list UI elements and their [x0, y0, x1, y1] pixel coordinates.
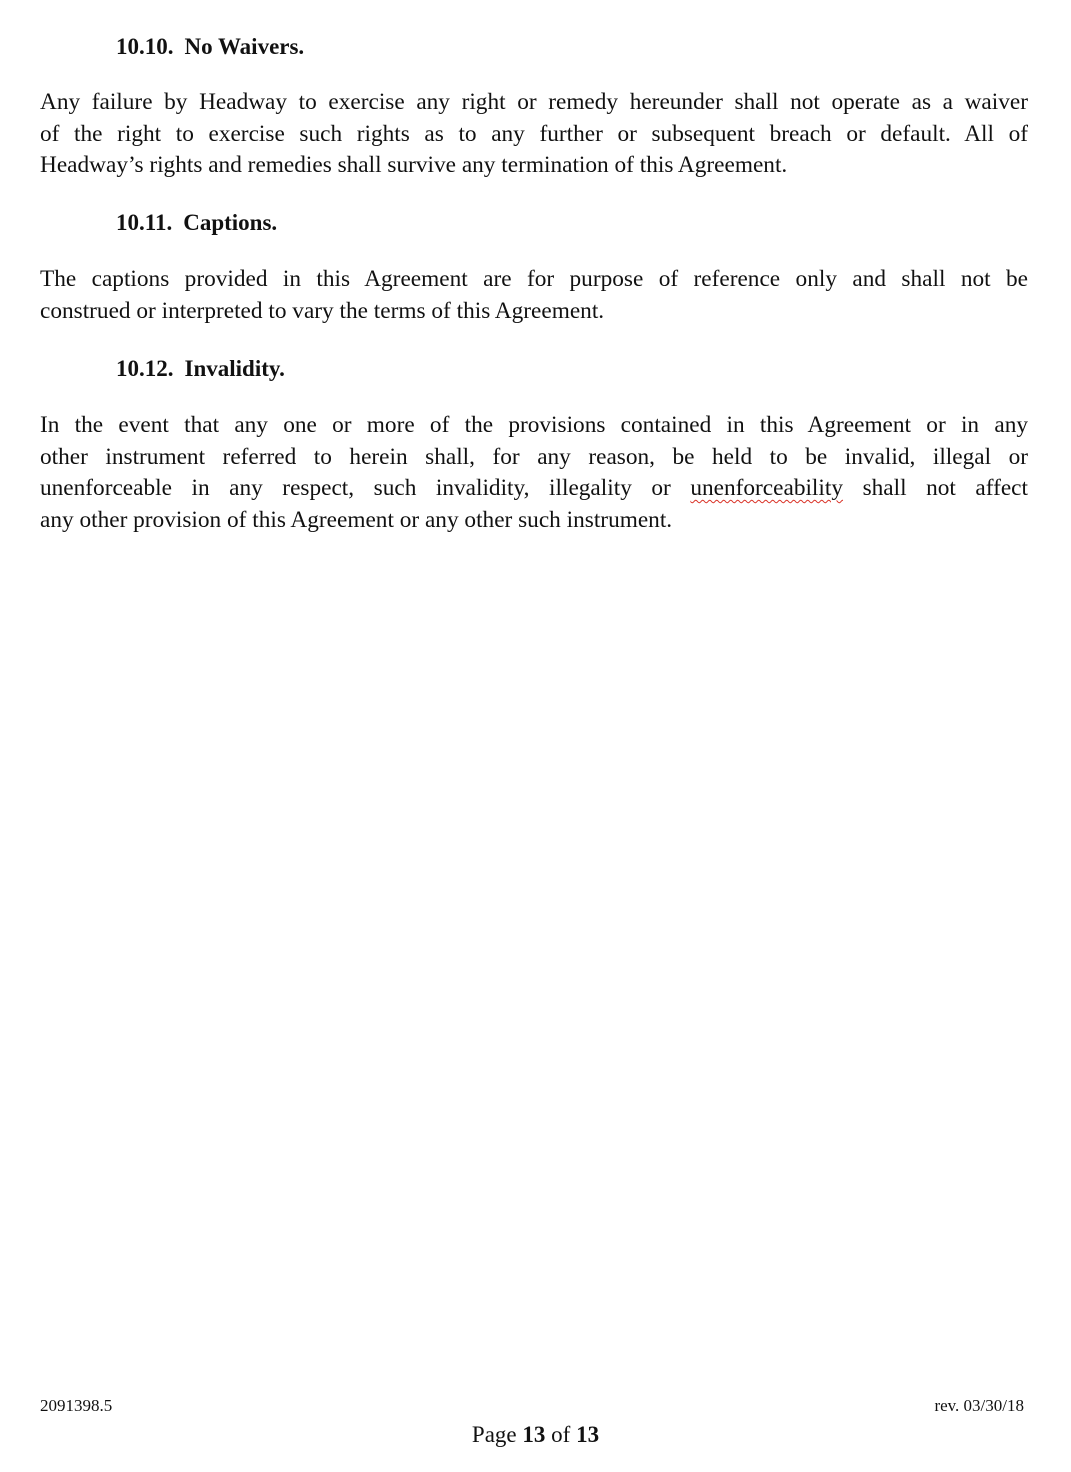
- spellcheck-flagged-word[interactable]: unenforceability: [690, 475, 844, 501]
- revision-date: rev. 03/30/18: [934, 1396, 1024, 1415]
- section-number: 10.10.: [116, 34, 174, 59]
- section-heading-invalidity: [116, 355, 285, 383]
- paragraph-line: of the right to exercise such rights as to any further or subsequent breach or default. All of: [40, 120, 1028, 147]
- paragraph-line: [40, 473, 1028, 505]
- section-title: No Waivers.: [184, 34, 305, 59]
- line-text: shall not affect: [862, 475, 1028, 501]
- page-total: 13: [576, 1422, 600, 1447]
- paragraph-line: Headway’s rights and remedies shall survive any termination of this Agreement.: [40, 152, 788, 178]
- paragraph-line: The captions provided in this Agreement are for purpose of reference only and shall not be: [40, 266, 1028, 292]
- paragraph-line: Any failure by Headway to exercise any right or remedy hereunder shall not operate as a waiver: [40, 89, 1028, 115]
- section-heading-captions: [116, 209, 277, 237]
- page-prefix: Page: [471, 1422, 517, 1447]
- section-body-no-waivers: [40, 87, 1028, 182]
- paragraph-line: In the event that any one or more of the provisions contained in this Agreement or in any: [40, 412, 1028, 438]
- page-number: [0, 1421, 1071, 1449]
- paragraph-line: any other provision of this Agreement or any other such instrument.: [40, 506, 673, 533]
- page-current: 13: [522, 1422, 546, 1447]
- section-title: Captions.: [183, 210, 278, 235]
- section-body-captions: [40, 264, 1028, 327]
- document-id: 2091398.5: [40, 1396, 113, 1415]
- paragraph-line: construed or interpreted to vary the terms of this Agreement.: [40, 297, 605, 324]
- page-of: of: [551, 1422, 571, 1447]
- paragraph-line: other instrument referred to herein shall, for any reason, be held to be invalid, illegal or: [40, 443, 1028, 470]
- section-number: 10.12.: [116, 356, 174, 381]
- section-number: 10.11.: [116, 210, 173, 235]
- section-heading-no-waivers: [116, 33, 304, 61]
- section-title: Invalidity.: [184, 356, 285, 381]
- line-text: unenforceable in any respect, such invalidity, illegality or: [40, 475, 671, 501]
- section-body-invalidity: [40, 410, 1028, 536]
